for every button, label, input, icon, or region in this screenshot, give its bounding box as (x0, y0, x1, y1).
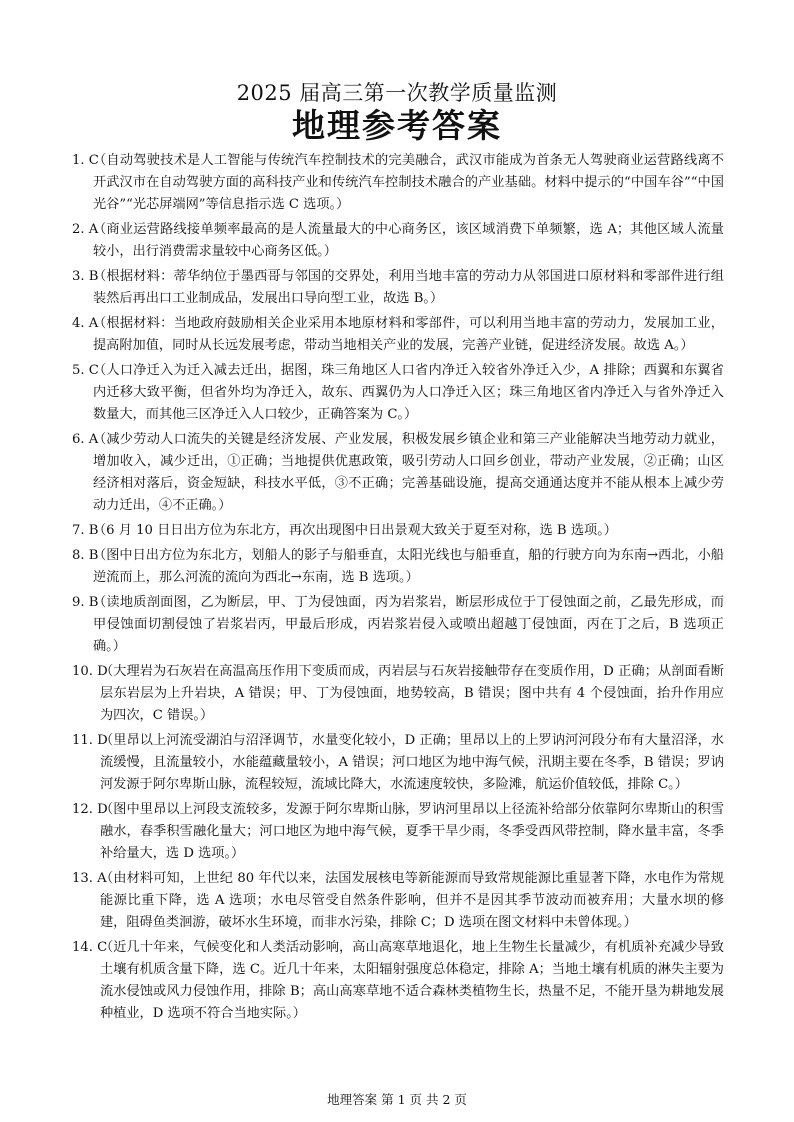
answer-item-7 (72, 520, 724, 542)
answer-item-14 (72, 937, 724, 1025)
answer-explanation: （大理岩为石灰岩在高温高压作用下变质而成，丙岩层与石灰岩接触带存在变质作用，D 正确；从剖面看断层东岩层为上升岩块，A 错误；甲、丁为侵蚀面，地势较高，B 错误；图中共有 4 个侵蚀面，抬升作用应为四次，C 错误。） (100, 664, 724, 723)
answer-explanation: （近几十年来，气候变化和人类活动影响，高山高寒草地退化，地上生物生长量减少，有机质补充减少导致土壤有机质含量下降，选 C。近几十年来，太阳辐射强度总体稳定，排除 A；当地土壤有机质的淋失主要为流水侵蚀或风力侵蚀作用，排除 B；高山高寒草地不适合森林类植物生长，热量不足，不能开垦为耕地发展种植业，D 选项不符合当地实际。） (100, 940, 724, 1021)
answer-list (72, 150, 724, 1028)
answer-number: 1. C (72, 153, 99, 168)
answer-key-title: 地理参考答案 (292, 106, 502, 145)
answer-number: 14. C (72, 940, 108, 955)
answer-number: 4. A (72, 316, 99, 331)
answer-item-4 (72, 313, 724, 357)
answer-item-1 (72, 150, 724, 216)
answer-explanation: （读地质剖面图，乙为断层，甲、丁为侵蚀面，丙为岩浆岩，断层形成位于丁侵蚀面之前，乙最先形成，而甲侵蚀面切割侵蚀了岩浆岩丙，甲最后形成，丙岩浆岩侵入或喷出超越丁侵蚀面，丙在丁之后，B 选项正确。） (93, 595, 724, 654)
answer-explanation: （6 月 10 日日出方位为东北方，再次出现图中日出景观大致关于夏至对称，选 B 选项。） (93, 523, 617, 538)
answer-item-10 (72, 661, 724, 727)
answer-explanation: （根据材料：当地政府鼓励相关企业采用本地原材料和零部件，可以利用当地丰富的劳动力，发展加工业，提高附加值，同时从长远发展考虑，带动当地相关产业的发展，完善产业链，促进经济发展。故选 A。） (93, 316, 724, 353)
answer-item-11 (72, 730, 724, 796)
answer-number: 9. B (72, 595, 99, 610)
answer-number: 3. B (72, 269, 99, 284)
answer-explanation: （减少劳动人口流失的关键是经济发展、产业发展，积极发展乡镇企业和第三产业能解决当地劳动力就业，增加收入，减少迁出，①正确；当地提供优惠政策，吸引劳动人口回乡创业，带动产业发展，②正确；山区经济相对落后，资金短缺，科技水平低，③不正确；完善基础设施，提高交通通达度并不能从根本上减少劳动力迁出，④不正确。） (93, 432, 724, 513)
answer-explanation: （图中日出方位为东北方，划船人的影子与船垂直，太阳光线也与船垂直，船的行驶方向为东南→西北，小船逆流而上，那么河流的流向为西北→东南，选 B 选项。） (93, 548, 724, 585)
page-footer: 地理答案 第 1 页 共 2 页 (327, 1092, 467, 1107)
answer-item-13 (72, 868, 724, 934)
answer-explanation: （图中里昂以上河段支流较多，发源于阿尔卑斯山脉，罗讷河里昂以上径流补给部分依靠阿尔卑斯山的积雪融水，春季积雪融化量大；河口地区为地中海气候，夏季干旱少雨，冬季受西风带控制，降水量丰富，冬季补给量大，选 D 选项。） (100, 802, 724, 861)
answer-item-8 (72, 545, 724, 589)
answer-number: 5. C (72, 363, 99, 378)
answer-explanation: （自动驾驶技术是人工智能与传统汽车控制技术的完美融合，武汉市能成为首条无人驾驶商业运营路线离不开武汉市在自动驾驶方面的高科技产业和传统汽车控制技术融合的产业基础。材料中提示的“中国车谷”“中国光谷”“光芯屏端网”等信息指示选 C 选项。） (93, 153, 724, 212)
answer-number: 11. D (72, 733, 108, 748)
answer-number: 10. D (72, 664, 108, 679)
answer-number: 8. B (72, 548, 99, 563)
answer-item-3 (72, 266, 724, 310)
answer-explanation: （根据材料：蒂华纳位于墨西哥与邻国的交界处，利用当地丰富的劳动力从邻国进口原材料和零部件进行组装然后再出口工业制成品，发展出口导向型工业，故选 B。） (93, 269, 724, 306)
answer-number: 2. A (72, 222, 99, 237)
exam-title: 2025 届高三第一次教学质量监测 (236, 81, 558, 105)
answer-explanation: （由材料可知，上世纪 80 年代以来，法国发展核电等新能源而导致常规能源比重显著下降，水电作为常规能源比重下降，选 A 选项；水电尽管受自然条件影响，但并不是因其季节波动而被弃用；大量水坝的修建，阻碍鱼类洄游，破坏水生环境，而非水污染，排除 C；D 选项在图文材料中未曾体现。） (100, 871, 724, 930)
answer-item-6 (72, 429, 724, 517)
answer-number: 7. B (72, 523, 99, 538)
answer-number: 12. D (72, 802, 108, 817)
answer-explanation: （里昂以上河流受湖泊与沼泽调节，水量变化较小，D 正确；里昂以上的上罗讷河河段分布有大量沼泽，水流缓慢，且流量较小，水能蕴藏量较小，A 错误；河口地区为地中海气候，汛期主要在冬季，B 错误；罗讷河发源于阿尔卑斯山脉，流程较短，流域比降大，水流速度较快，多险滩，航运价值较低，排除 C。） (100, 733, 724, 792)
answer-item-9 (72, 592, 724, 658)
answer-explanation: （人口净迁入为迁入减去迁出，据图，珠三角地区人口省内净迁入较省外净迁入少，A 排除；西翼和东翼省内迁移大致平衡，但省外均为净迁入，故东、西翼仍为人口净迁入区；珠三角地区省内净迁入与省外净迁入数量大，而其他三区净迁入人口较少，正确答案为 C。） (93, 363, 724, 422)
answer-item-12 (72, 799, 724, 865)
answer-number: 13. A (72, 871, 107, 886)
answer-explanation: （商业运营路线接单频率最高的是人流量最大的中心商务区，该区域消费下单频繁，选 A；其他区域人流量较小，出行消费需求量较中心商务区低。） (93, 222, 724, 259)
answer-item-5 (72, 360, 724, 426)
answer-number: 6. A (72, 432, 99, 447)
answer-item-2 (72, 219, 724, 263)
